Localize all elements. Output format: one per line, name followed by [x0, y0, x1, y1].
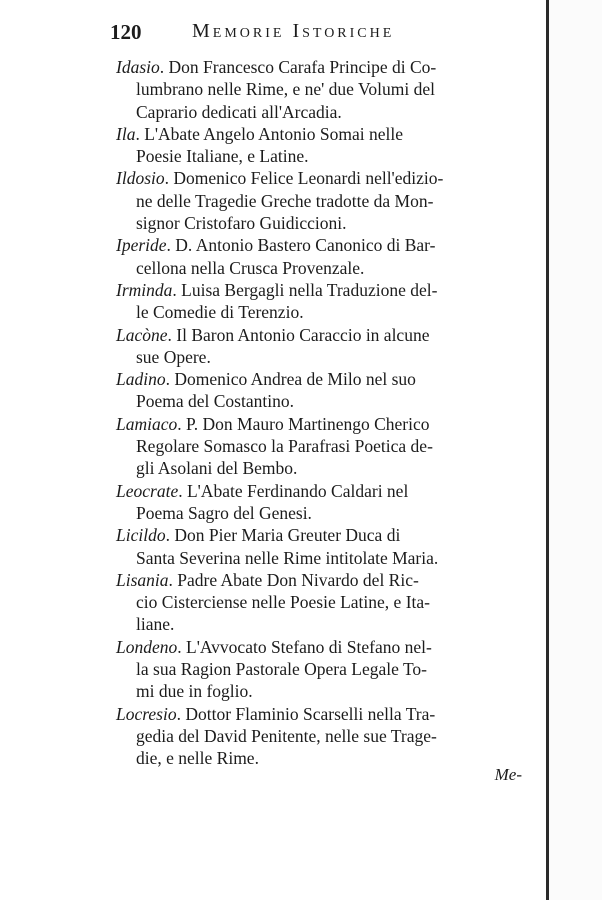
entry-line	[136, 747, 521, 769]
entry-text: lumbrano nelle Rime, e ne' due Volumi del	[136, 79, 435, 100]
entry-text: le Comedie di Terenzio.	[136, 302, 304, 323]
entry-text: . Don Pier Maria Greuter Duca di	[165, 525, 401, 546]
page-header	[110, 18, 530, 48]
entry-line	[136, 212, 521, 234]
entry-text: . Dottor Flaminio Scarselli nella Tra-	[176, 703, 436, 724]
entry-name: Lisania	[116, 569, 169, 590]
entry-list	[116, 56, 521, 770]
entry-text: . Padre Abate Don Nivardo del Ric-	[168, 569, 419, 590]
entry-line	[136, 190, 521, 212]
entry-line	[136, 390, 521, 412]
entry-line	[136, 591, 521, 613]
entry-line	[116, 413, 521, 435]
entry-name: Licildo	[116, 525, 166, 546]
entry-text: liane.	[136, 614, 175, 635]
list-item	[116, 636, 521, 703]
entry-text: . P. Don Mauro Martinengo Cherico	[177, 413, 430, 434]
page-number: 120	[110, 20, 142, 44]
list-item	[116, 56, 521, 123]
list-item	[116, 234, 521, 279]
entry-text: . L'Avvocato Stefano di Stefano nel-	[177, 636, 432, 657]
entry-text: Poesie Italiane, e Latine.	[136, 146, 309, 167]
entry-text: . Don Francesco Carafa Principe di Co-	[159, 57, 437, 77]
entry-line	[136, 658, 521, 680]
entry-line	[136, 502, 521, 524]
entry-name: Londeno	[116, 636, 178, 657]
list-item	[116, 368, 521, 413]
entry-line	[116, 56, 521, 78]
entry-text: sue Opere.	[136, 346, 211, 367]
entry-line	[136, 101, 521, 123]
running-head: Memorie Istoriche	[192, 20, 395, 42]
entry-text: . Il Baron Antonio Caraccio in alcune	[167, 324, 430, 345]
entry-line	[116, 703, 521, 725]
list-item	[116, 413, 521, 480]
entry-line	[116, 368, 521, 390]
entry-line	[136, 435, 521, 457]
entry-text: Santa Severina nelle Rime intitolate Maria.	[136, 547, 439, 568]
entry-name: Lamiaco	[116, 413, 178, 434]
entry-line	[136, 725, 521, 747]
facing-page-margin	[549, 0, 602, 900]
entry-line	[136, 547, 521, 569]
entry-text: . D. Antonio Bastero Canonico di Bar-	[166, 235, 436, 256]
list-item	[116, 569, 521, 636]
entry-text: cellona nella Crusca Provenzale.	[136, 257, 365, 278]
entry-line	[136, 346, 521, 368]
entry-text: . Luisa Bergagli nella Traduzione del-	[172, 279, 438, 300]
entry-line	[116, 167, 521, 189]
entry-line	[136, 457, 521, 479]
entry-text: . Domenico Felice Leonardi nell'edizio-	[164, 168, 444, 189]
entry-line	[116, 524, 521, 546]
entry-text: die, e nelle Rime.	[136, 748, 259, 769]
entry-line	[136, 680, 521, 702]
entry-line	[116, 234, 521, 256]
list-item	[116, 324, 521, 369]
entry-text: Regolare Somasco la Parafrasi Poetica de-	[136, 436, 433, 457]
entry-name: Ila	[116, 123, 136, 144]
entry-text: gedia del David Penitente, nelle sue Trage-	[136, 725, 437, 746]
entry-name: Leocrate	[116, 480, 179, 501]
entry-text: mi due in foglio.	[136, 681, 253, 702]
entry-line	[136, 301, 521, 323]
list-item	[116, 703, 521, 770]
entry-line	[116, 636, 521, 658]
entry-text: . L'Abate Ferdinando Caldari nel	[178, 480, 409, 501]
catchword: Me-	[494, 765, 522, 784]
entry-line	[136, 257, 521, 279]
entry-line	[116, 324, 521, 346]
entry-text: Caprario dedicati all'Arcadia.	[136, 101, 342, 122]
entry-line	[136, 145, 521, 167]
entry-name: Locresio	[116, 703, 177, 724]
entry-text: Poema del Costantino.	[136, 391, 294, 412]
entry-name: Irminda	[116, 279, 173, 300]
entry-text: . Domenico Andrea de Milo nel suo	[165, 369, 416, 390]
entry-line	[116, 123, 521, 145]
entry-text: signor Cristofaro Guidiccioni.	[136, 213, 347, 234]
entry-name: Ildosio	[116, 168, 165, 189]
entry-name: Idasio	[116, 57, 160, 77]
entry-name: Lacòne	[116, 324, 168, 345]
entry-text: la sua Ragion Pastorale Opera Legale To-	[136, 659, 427, 680]
list-item	[116, 524, 521, 569]
entry-line	[116, 279, 521, 301]
entry-name: Iperide	[116, 235, 167, 256]
entry-name: Ladino	[116, 369, 166, 390]
entry-text: Poema Sagro del Genesi.	[136, 502, 312, 523]
list-item	[116, 123, 521, 168]
list-item	[116, 480, 521, 525]
entry-text: . L'Abate Angelo Antonio Somai nelle	[135, 123, 404, 144]
entry-text: cio Cisterciense nelle Poesie Latine, e Ita-	[136, 592, 430, 613]
entry-text: ne delle Tragedie Greche tradotte da Mon-	[136, 190, 434, 211]
entry-line	[136, 613, 521, 635]
entry-line	[136, 78, 521, 100]
list-item	[116, 279, 521, 324]
list-item	[116, 167, 521, 234]
entry-line	[116, 569, 521, 591]
entry-text: gli Asolani del Bembo.	[136, 458, 298, 479]
entry-line	[116, 480, 521, 502]
